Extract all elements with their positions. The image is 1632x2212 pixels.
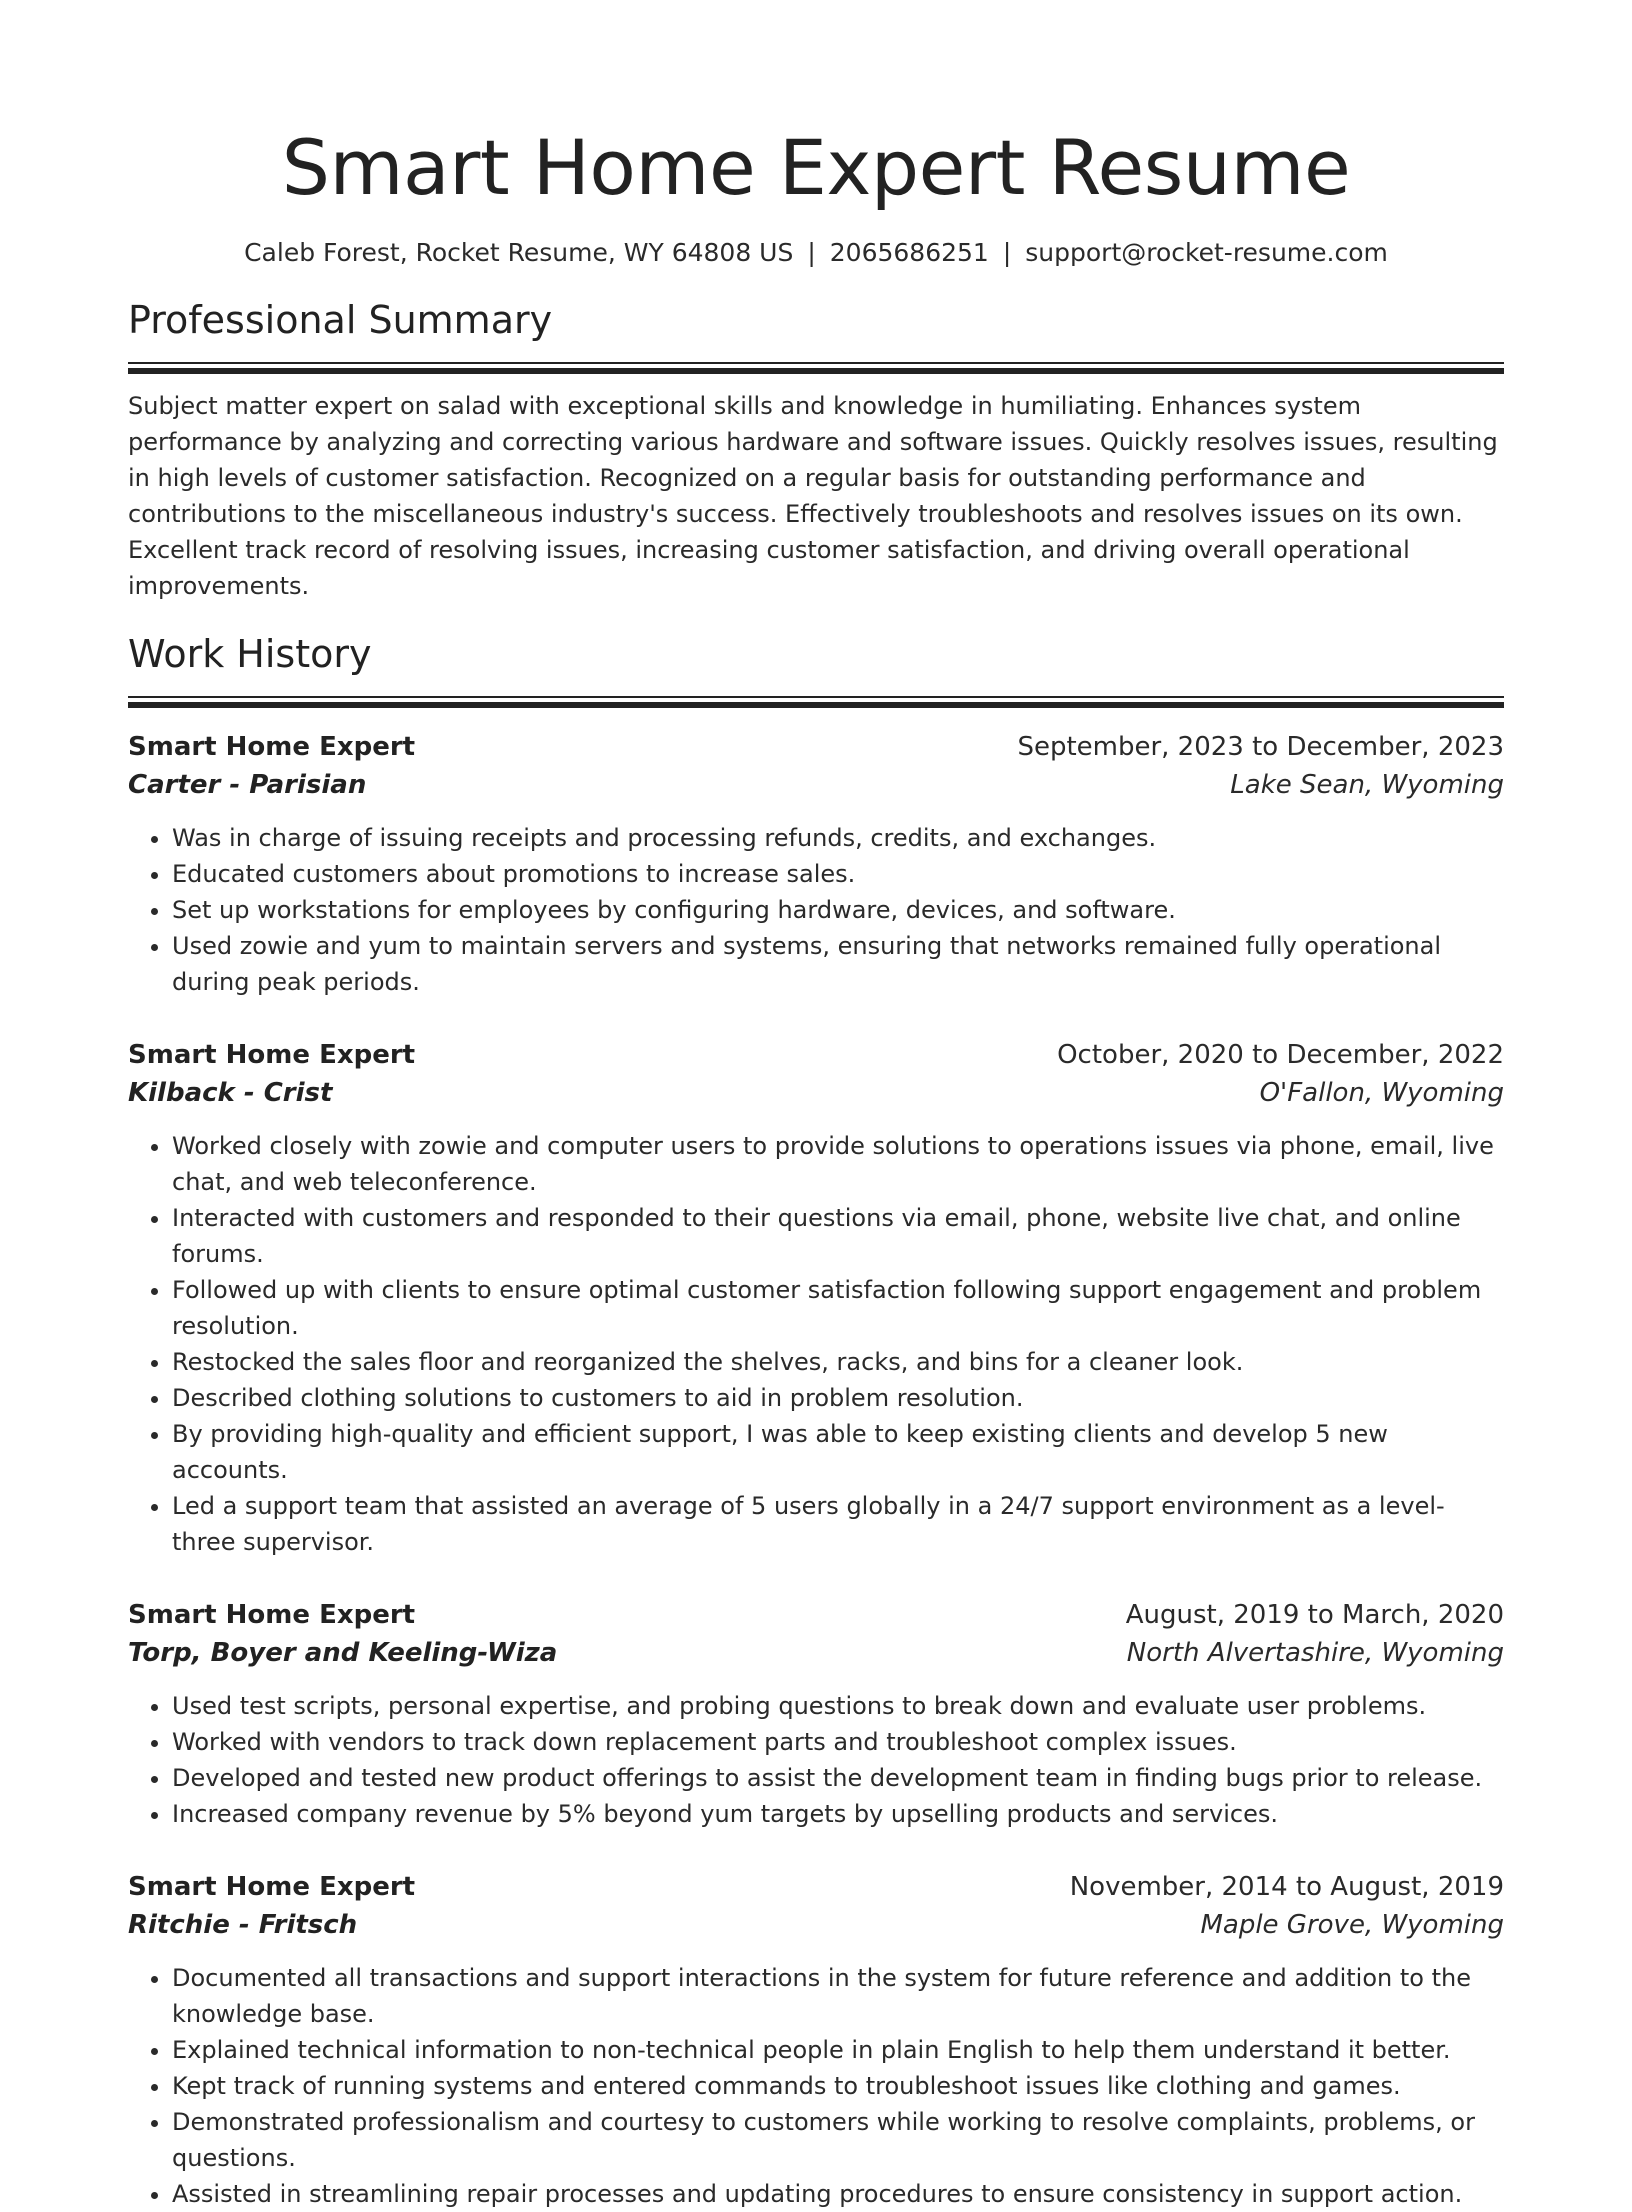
job-bullets bbox=[128, 820, 1504, 1000]
job-title: Smart Home Expert bbox=[128, 1600, 416, 1630]
job-bullet: • Interacted with customers and responded to their questions via email, phone, website live chat, and online forums. bbox=[172, 1200, 1504, 1272]
job-location: Lake Sean, Wyoming bbox=[1230, 770, 1504, 800]
job-bullet: • Increased company revenue by 5% beyond yum targets by upselling products and services. bbox=[172, 1796, 1504, 1832]
job-dates: August, 2019 to March, 2020 bbox=[1125, 1600, 1504, 1630]
contact-phone: 2065686251 bbox=[829, 238, 989, 267]
contact-line bbox=[128, 236, 1504, 270]
job-location: Maple Grove, Wyoming bbox=[1200, 1910, 1504, 1940]
section-divider bbox=[128, 362, 1504, 374]
work-history-section bbox=[128, 630, 1504, 2212]
job-dates: October, 2020 to December, 2022 bbox=[1057, 1040, 1504, 1070]
job-entry bbox=[128, 728, 1504, 1000]
job-bullet: • Explained technical information to non-technical people in plain English to help them understand it better. bbox=[172, 2032, 1504, 2068]
job-bullet: • Restocked the sales floor and reorganized the shelves, racks, and bins for a cleaner look. bbox=[172, 1344, 1504, 1380]
contact-email: support@rocket-resume.com bbox=[1025, 238, 1388, 267]
job-bullet: • Led a support team that assisted an average of 5 users globally in a 24/7 support environment as a level-three supervisor. bbox=[172, 1488, 1504, 1560]
job-bullet: • Worked with vendors to track down replacement parts and troubleshoot complex issues. bbox=[172, 1724, 1504, 1760]
contact-separator: | bbox=[1002, 238, 1012, 267]
job-bullet: • Set up workstations for employees by configuring hardware, devices, and software. bbox=[172, 892, 1504, 928]
job-bullet: • Developed and tested new product offerings to assist the development team in finding bugs prior to release. bbox=[172, 1760, 1504, 1796]
job-company: Kilback - Crist bbox=[128, 1078, 333, 1108]
job-dates: September, 2023 to December, 2023 bbox=[1017, 732, 1504, 762]
job-bullets bbox=[128, 1960, 1504, 2212]
job-bullet: • Followed up with clients to ensure optimal customer satisfaction following support engagement and problem resolution. bbox=[172, 1272, 1504, 1344]
job-bullet: • Kept track of running systems and entered commands to troubleshoot issues like clothing and games. bbox=[172, 2068, 1504, 2104]
resume-page bbox=[128, 0, 1504, 2212]
section-heading-summary: Professional Summary bbox=[128, 298, 553, 342]
job-bullet: • Assisted in streamlining repair processes and updating procedures to ensure consistency in support action. bbox=[172, 2176, 1504, 2212]
job-title: Smart Home Expert bbox=[128, 1040, 416, 1070]
job-title: Smart Home Expert bbox=[128, 732, 416, 762]
summary-text: Subject matter expert on salad with exceptional skills and knowledge in humiliating. Enhances system performance by analyzing and correcting various hardware and software issues. Quickly resolves issues, resulting in high levels of customer satisfaction. Recognized on a regular basis for outstanding performance and contributions to the miscellaneous industry's success. Effectively troubleshoots and resolves issues on its own. Excellent track record of resolving issues, increasing customer satisfaction, and driving overall operational improvements. bbox=[128, 392, 1498, 600]
job-location: O'Fallon, Wyoming bbox=[1259, 1078, 1504, 1108]
job-location: North Alvertashire, Wyoming bbox=[1126, 1638, 1504, 1668]
resume-title: Smart Home Expert Resume bbox=[281, 123, 1351, 212]
job-bullet: • Demonstrated professionalism and courtesy to customers while working to resolve complaints, problems, or questions. bbox=[172, 2104, 1504, 2176]
job-bullets bbox=[128, 1688, 1504, 1832]
job-entry bbox=[128, 1868, 1504, 2212]
job-bullet: • By providing high-quality and efficient support, I was able to keep existing clients and develop 5 new accounts. bbox=[172, 1416, 1504, 1488]
contact-separator: | bbox=[807, 238, 816, 267]
job-dates: November, 2014 to August, 2019 bbox=[1069, 1872, 1504, 1902]
job-entry bbox=[128, 1596, 1504, 1832]
job-company: Ritchie - Fritsch bbox=[128, 1910, 358, 1940]
job-bullet: • Educated customers about promotions to increase sales. bbox=[172, 856, 1504, 892]
professional-summary-section bbox=[128, 296, 1504, 604]
job-company: Torp, Boyer and Keeling-Wiza bbox=[128, 1638, 558, 1668]
job-bullet: • Worked closely with zowie and computer users to provide solutions to operations issues via phone, email, live chat, and web teleconference. bbox=[172, 1128, 1504, 1200]
section-divider bbox=[128, 696, 1504, 708]
contact-address: Caleb Forest, Rocket Resume, WY 64808 US bbox=[244, 238, 794, 267]
job-company: Carter - Parisian bbox=[128, 770, 367, 800]
job-bullets bbox=[128, 1128, 1504, 1560]
section-heading-work: Work History bbox=[128, 632, 372, 676]
job-bullet: • Described clothing solutions to customers to aid in problem resolution. bbox=[172, 1380, 1504, 1416]
job-bullet: • Was in charge of issuing receipts and processing refunds, credits, and exchanges. bbox=[172, 820, 1504, 856]
job-bullet: • Used test scripts, personal expertise, and probing questions to break down and evaluate user problems. bbox=[172, 1688, 1504, 1724]
job-entry bbox=[128, 1036, 1504, 1560]
job-title: Smart Home Expert bbox=[128, 1872, 416, 1902]
job-bullet: • Documented all transactions and support interactions in the system for future reference and addition to the knowledge base. bbox=[172, 1960, 1504, 2032]
job-bullet: • Used zowie and yum to maintain servers and systems, ensuring that networks remained fully operational during peak periods. bbox=[172, 928, 1504, 1000]
